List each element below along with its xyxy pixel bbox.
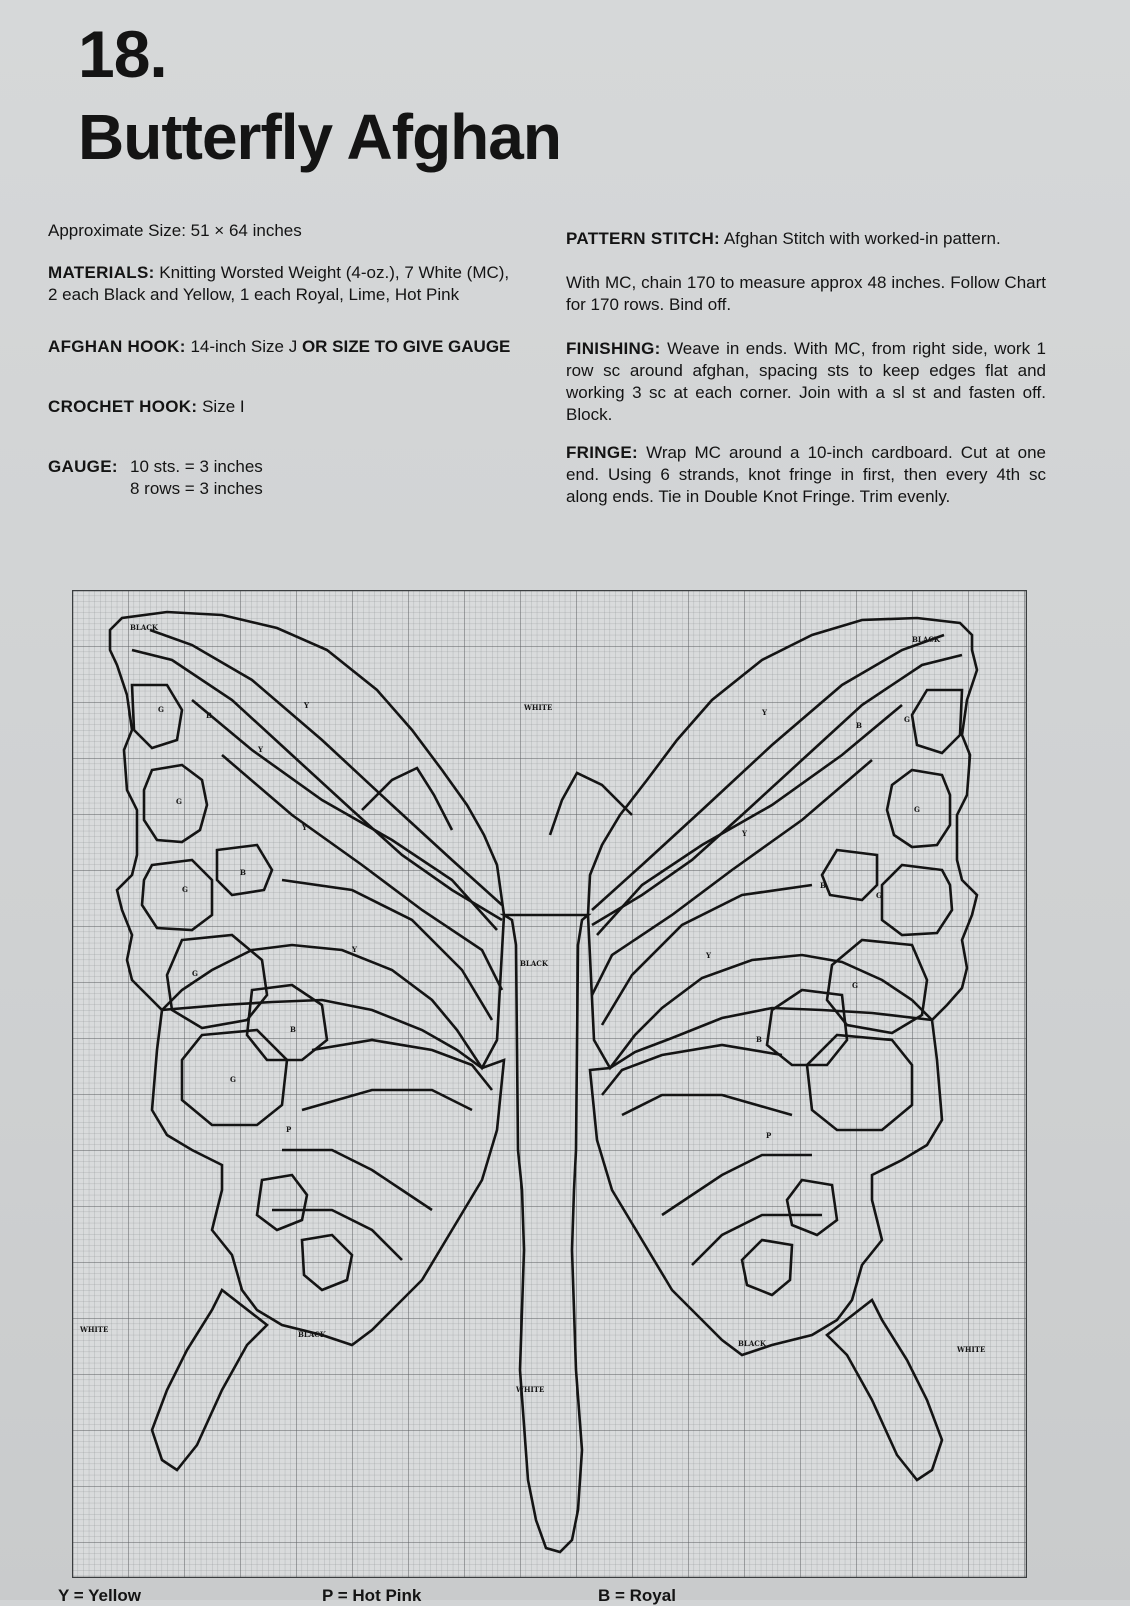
pattern-title: Butterfly Afghan — [78, 101, 561, 173]
materials-label: MATERIALS: — [48, 263, 155, 282]
pattern-stitch-text: Afghan Stitch with worked-in pattern. — [723, 229, 1001, 248]
afghan-hook-caps: OR SIZE TO GIVE GAUGE — [301, 337, 511, 356]
letter-b: B — [820, 881, 826, 890]
letter-g: G — [176, 797, 182, 806]
pattern-stitch-label: PATTERN STITCH: — [566, 229, 721, 248]
letter-g: G — [876, 891, 882, 900]
crochet-hook-text: Size I — [202, 397, 245, 416]
fringe-label: FRINGE: — [566, 443, 638, 462]
butterfly-chart — [72, 590, 1027, 1578]
letter-g: G — [904, 715, 910, 724]
label-white-right: WHITE — [957, 1345, 986, 1354]
fringe-text: Wrap MC around a 10-inch cardboard. Cut at one end. Using 6 strands, knot fringe in first, then every 4th sc along ends. Tie in Double Knot Fringe. Trim evenly. — [566, 443, 1046, 506]
letter-y: Y — [304, 701, 309, 710]
letter-b: B — [290, 1025, 296, 1034]
afghan-hook-text: 14-inch Size J — [190, 337, 298, 356]
label-white-bottom: WHITE — [516, 1385, 545, 1394]
right-column — [566, 228, 1046, 508]
letter-b: B — [206, 711, 212, 720]
chart-svg — [72, 590, 1027, 1578]
legend-yellow: Y = Yellow — [58, 1586, 142, 1605]
letter-y: Y — [706, 951, 711, 960]
label-black-top-left: BLACK — [130, 623, 158, 632]
letter-g: G — [192, 969, 198, 978]
letter-p: P — [766, 1131, 772, 1140]
afghan-hook — [48, 336, 513, 358]
chain-instructions: With MC, chain 170 to measure approx 48 inches. Follow Chart for 170 rows. Bind off. — [566, 273, 1046, 314]
letter-y: Y — [762, 708, 767, 717]
gauge-values — [130, 456, 263, 500]
chart-coarse-grid — [72, 590, 1027, 1578]
left-column — [48, 220, 513, 500]
materials — [48, 262, 513, 306]
gauge-rows: 8 rows = 3 inches — [130, 479, 263, 498]
letter-g: G — [182, 885, 188, 894]
label-white-top: WHITE — [524, 703, 553, 712]
materials-text: Knitting Worsted Weight (4-oz.), 7 White (MC), 2 each Black and Yellow, 1 each Royal, Lime, Hot Pink — [48, 263, 510, 304]
legend-royal: B = Royal — [598, 1586, 676, 1605]
label-black-top-right: BLACK — [912, 635, 940, 644]
label-black-left-tail: BLACK — [298, 1330, 326, 1339]
pattern-stitch — [566, 228, 1046, 250]
crochet-hook — [48, 396, 513, 418]
letter-y: Y — [258, 745, 263, 754]
letter-y: Y — [302, 823, 307, 832]
letter-g: G — [158, 705, 164, 714]
letter-b: B — [240, 868, 246, 877]
label-white-left: WHITE — [80, 1325, 109, 1334]
letter-g: G — [914, 805, 920, 814]
gauge — [48, 456, 513, 500]
letter-y: Y — [352, 945, 357, 954]
gauge-label: GAUGE: — [48, 457, 118, 476]
finishing — [566, 338, 1046, 426]
letter-b: B — [856, 721, 862, 730]
crochet-hook-label: CROCHET HOOK: — [48, 397, 198, 416]
gauge-stitches: 10 sts. = 3 inches — [130, 457, 263, 476]
label-black-body: BLACK — [520, 959, 548, 968]
legend-pink: P = Hot Pink — [322, 1586, 422, 1605]
approximate-size: Approximate Size: 51 × 64 inches — [48, 221, 302, 240]
finishing-text: Weave in ends. With MC, from right side, work 1 row sc around afghan, spacing sts to keep edges flat and working 3 sc at each corner. Join with a sl st and fasten off. Block. — [566, 339, 1046, 424]
letter-b: B — [756, 1035, 762, 1044]
fringe — [566, 442, 1046, 508]
letter-p: P — [286, 1125, 292, 1134]
afghan-hook-label: AFGHAN HOOK: — [48, 337, 186, 356]
finishing-label: FINISHING: — [566, 339, 661, 358]
letter-y: Y — [742, 829, 747, 838]
pattern-number: 18. — [78, 17, 167, 91]
letter-g: G — [852, 981, 858, 990]
label-black-right-tail: BLACK — [738, 1339, 766, 1348]
letter-g: G — [230, 1075, 236, 1084]
